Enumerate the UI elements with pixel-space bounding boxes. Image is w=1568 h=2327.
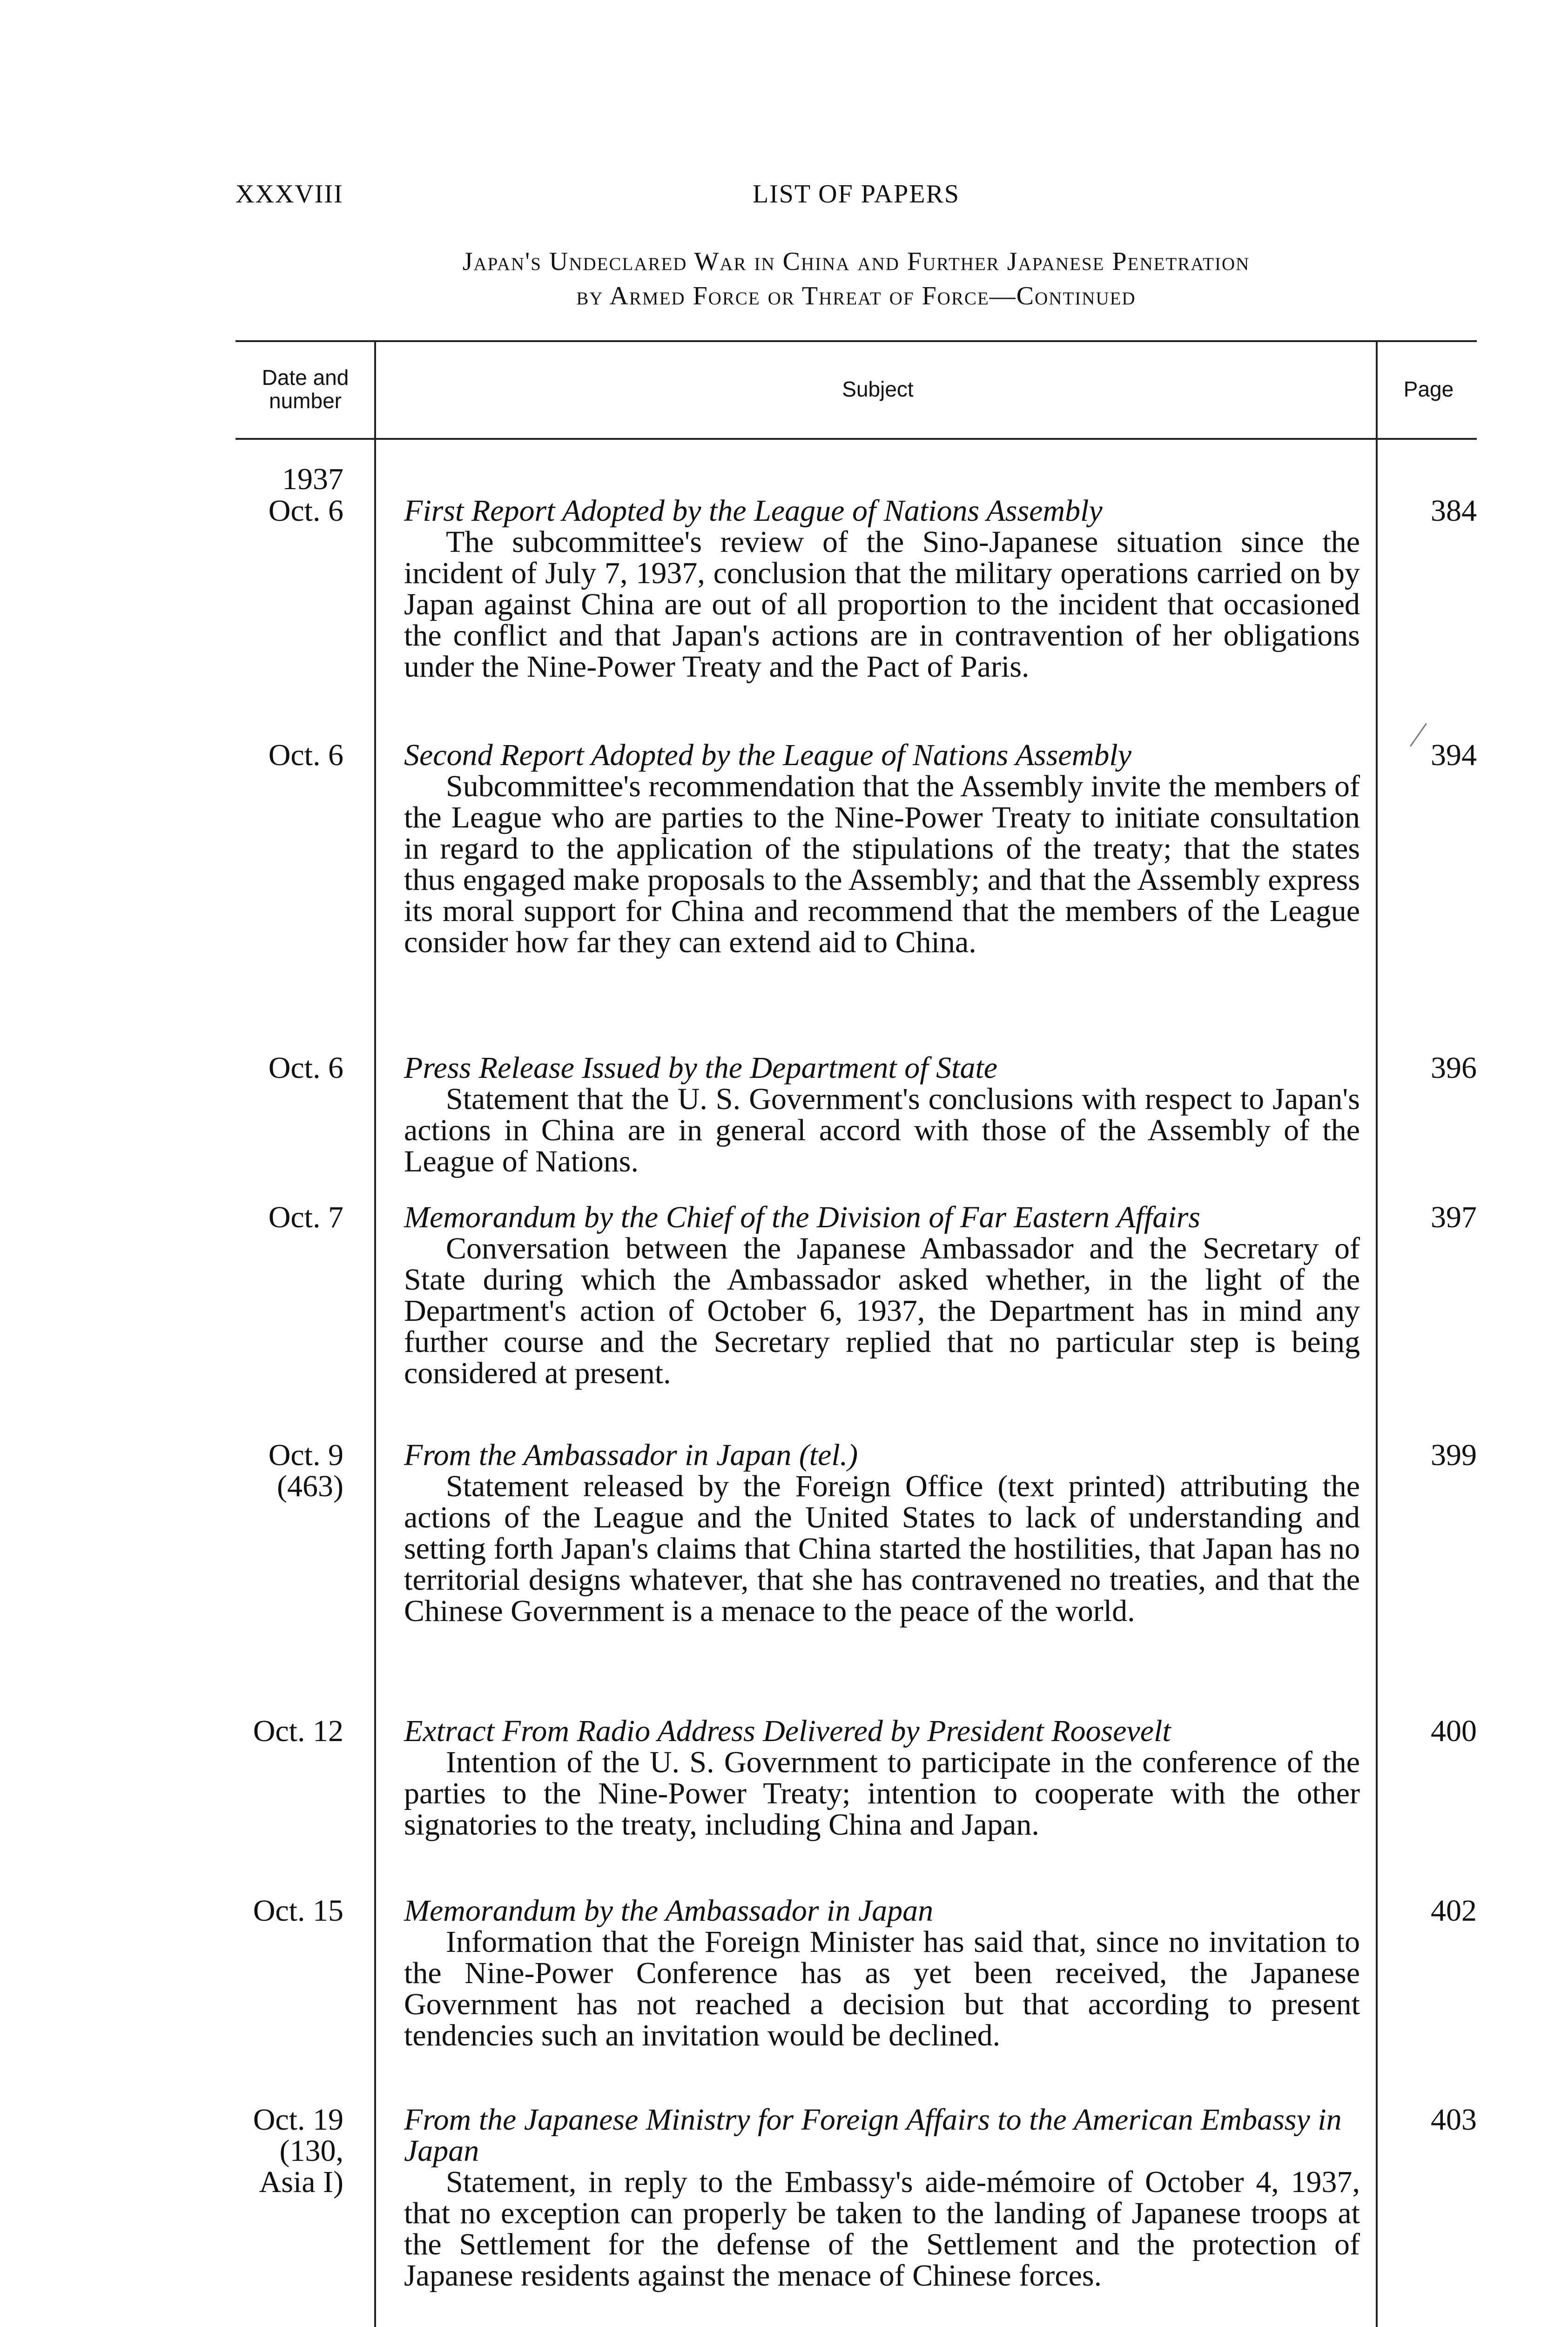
entry-date: Oct. 7 (268, 1200, 343, 1234)
entry-summary: Intention of the U. S. Government to participate in the conference of the parties to the Nine-Power Treaty; intention to cooperate with the other signatories to the treaty, including China and Japan. (404, 1745, 1360, 1842)
page-number: XXXVIII (236, 180, 343, 208)
entry-summary: Subcommittee's recommendation that the Assembly invite the members of the League who are parties to the Nine-Power Treaty to initiate consultation in regard to the application of the stipulations of the treaty; that the states thus engaged make proposals to the Assembly; and that the Assembly express its moral support for China and recommend that the members of the League consider how far they can extend aid to China. (404, 769, 1360, 959)
running-title: LIST OF PAPERS (752, 180, 960, 208)
column-header-page: Page (1403, 377, 1454, 401)
entry-date: Oct. 15 (253, 1894, 343, 1928)
running-head (236, 179, 1477, 216)
section-title-line-1: Japan's Undeclared War in China and Further Japanese Penetration (462, 247, 1250, 276)
column-header-date: Date and number (262, 365, 349, 413)
entry-date: Oct. 6 (268, 494, 343, 528)
entry-subject (404, 740, 1360, 958)
entry-subject (404, 1715, 1360, 1840)
entry-title: From the Japanese Ministry for Foreign Affairs to the American Embassy in Japan (404, 2103, 1342, 2168)
entry-page: 396 (1431, 1051, 1477, 1085)
entry-title: Press Release Issued by the Department of State (404, 1051, 998, 1085)
entry-page: 394 (1431, 738, 1477, 772)
entry-title: From the Ambassador in Japan (tel.) (404, 1438, 858, 1472)
entry-subject (404, 1439, 1360, 1627)
year-label: 1937 (282, 462, 343, 496)
entry-subject (404, 1895, 1360, 2051)
entry-date: Oct. 9 (463) (268, 1438, 343, 1503)
entry-summary: Information that the Foreign Minister has said that, since no invitation to the Nine-Power Conference has as yet been received, the Japanese Government has not reached a decision but that according to present tendencies such an invitation would be declined. (404, 1925, 1360, 2052)
entry-page: 400 (1431, 1714, 1477, 1748)
entry-subject (404, 1202, 1360, 1389)
entry-page: 399 (1431, 1438, 1477, 1472)
entry-page: 403 (1431, 2103, 1477, 2137)
column-header-subject: Subject (842, 377, 914, 401)
entry-title: First Report Adopted by the League of Nations Assembly (404, 494, 1103, 528)
entry-summary: Statement that the U. S. Government's conclusions with respect to Japan's actions in China are in general accord with those of the Assembly of the League of Nations. (404, 1082, 1360, 1178)
entry-summary: Conversation between the Japanese Ambassador and the Secretary of State during which the Ambassador asked whether, in the light of the Department's action of October 6, 1937, the Department has in mind any further course and the Secretary replied that no particular step is being considered at present. (404, 1231, 1360, 1390)
entry-summary: The subcommittee's review of the Sino-Japanese situation since the incident of July 7, 1937, conclusion that the military operations carried on by Japan against China are out of all proportion to the incident that occasioned the conflict and that Japan's actions are in contravention of her obligations under the Nine-Power Treaty and the Pact of Paris. (404, 525, 1360, 684)
entry-date: Oct. 6 (268, 738, 343, 772)
entry-page: 397 (1431, 1200, 1477, 1234)
entry-subject (404, 2104, 1360, 2291)
column-divider-right (1376, 340, 1378, 2327)
entry-title: Memorandum by the Ambassador in Japan (404, 1894, 934, 1928)
entry-page: 402 (1431, 1894, 1477, 1928)
entry-page: 384 (1431, 494, 1477, 528)
entry-title: Memorandum by the Chief of the Division of Far Eastern Affairs (404, 1200, 1200, 1234)
entry-title: Extract From Radio Address Delivered by President Roosevelt (404, 1714, 1171, 1748)
entry-subject (404, 1052, 1360, 1177)
entry-summary: Statement released by the Foreign Office (text printed) attributing the actions of the League and the United States to lack of understanding and setting forth Japan's claims that China started the hostilities, that Japan has no territorial designs whatever, that she has contravened no treaties, and that the Chinese Government is a menace to the peace of the world. (404, 1469, 1360, 1628)
section-title (236, 244, 1477, 313)
entry-summary: Statement, in reply to the Embassy's aide-mémoire of October 4, 1937, that no exception can properly be taken to the landing of Japanese troops at the Settlement for the defense of the Settlement and the protection of Japanese residents against the menace of Chinese forces. (404, 2165, 1360, 2293)
header-bottom-rule (236, 438, 1477, 440)
column-divider-left (374, 340, 376, 2327)
entry-date: Oct. 19 (130, Asia I) (253, 2103, 343, 2199)
entry-date: Oct. 12 (253, 1714, 343, 1748)
entry-title: Second Report Adopted by the League of Nations Assembly (404, 738, 1131, 772)
entry-subject (404, 495, 1360, 682)
section-title-line-2: by Armed Force or Threat of Force—Continued (576, 282, 1136, 310)
entry-date: Oct. 6 (268, 1051, 343, 1085)
